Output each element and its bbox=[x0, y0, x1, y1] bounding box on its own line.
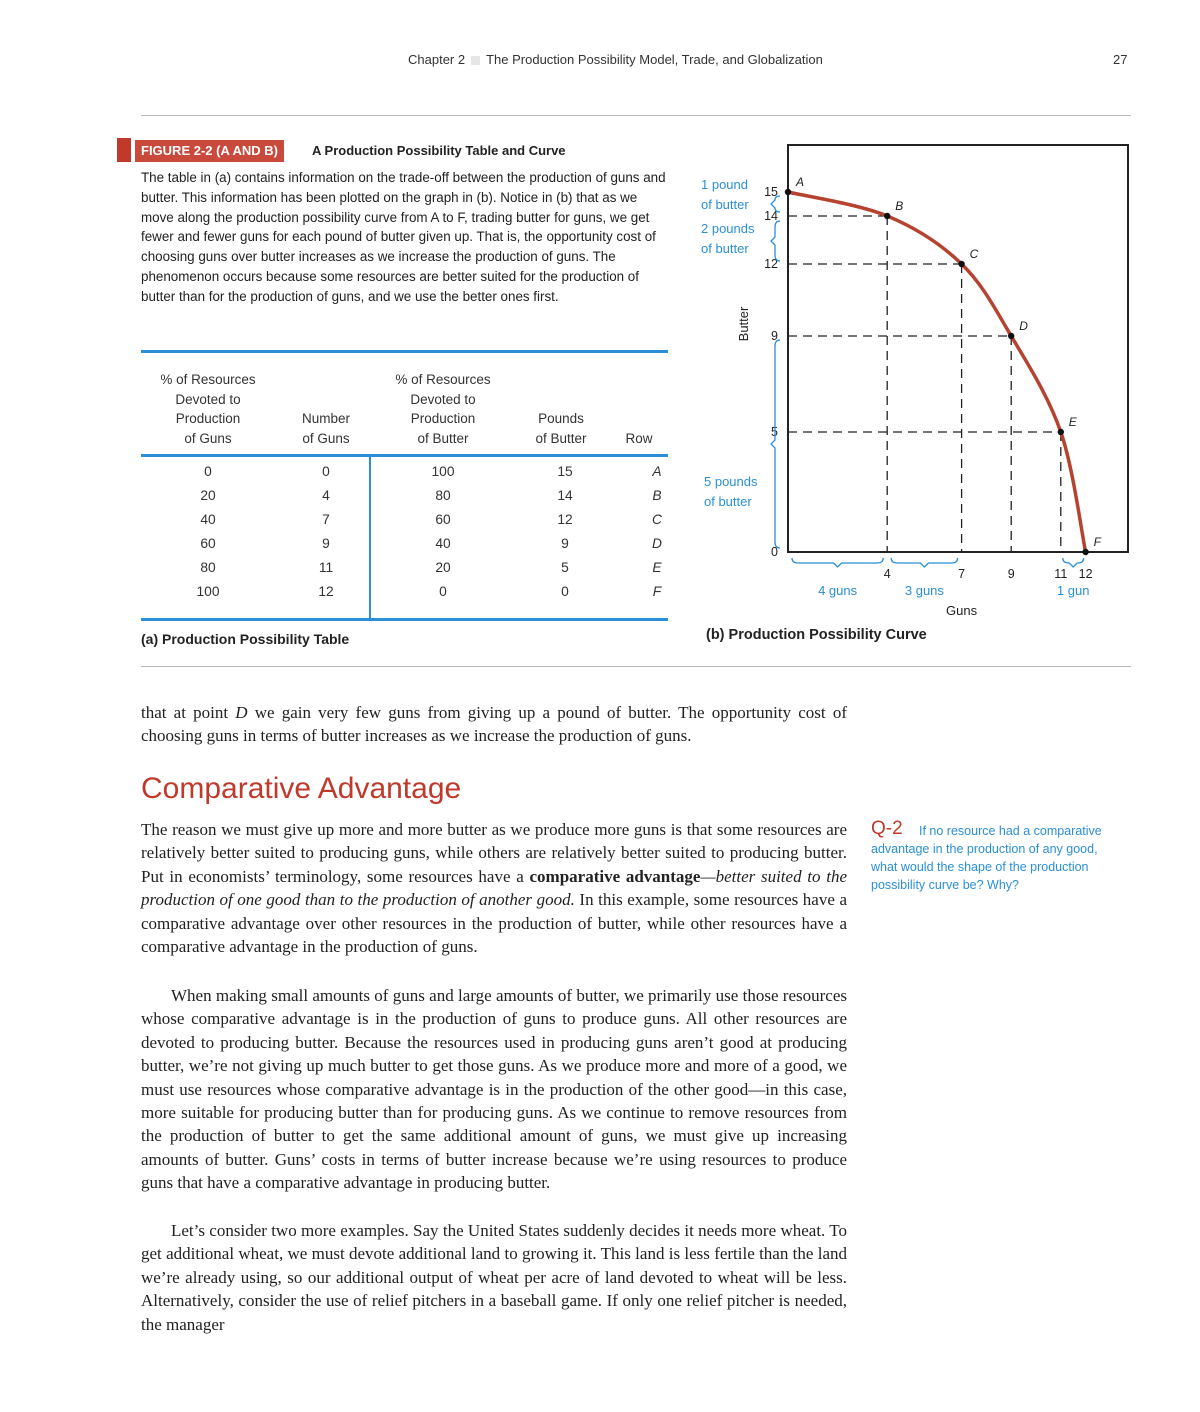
y-tick-label: 12 bbox=[764, 257, 778, 271]
table-cell: 80 bbox=[435, 488, 451, 503]
table-cell: 11 bbox=[318, 560, 334, 575]
table-cell: 20 bbox=[200, 488, 216, 503]
x-tick-label: 12 bbox=[1078, 567, 1093, 581]
table-cell: 20 bbox=[435, 560, 451, 575]
table-cell: 0 bbox=[561, 584, 569, 599]
brace-2-pounds bbox=[771, 221, 780, 261]
x-tick-label: 4 bbox=[883, 567, 891, 581]
brace-1-gun bbox=[1063, 558, 1084, 567]
table-cell: 40 bbox=[200, 512, 216, 527]
page-number: 27 bbox=[1113, 52, 1128, 67]
brace-5-pounds bbox=[771, 340, 780, 548]
y-annotation: 5 pounds bbox=[704, 474, 758, 489]
table-cell: 0 bbox=[204, 464, 212, 479]
brace-3-guns bbox=[891, 558, 957, 567]
table-header bbox=[141, 370, 668, 452]
header-row: Row bbox=[625, 431, 653, 446]
y-axis-title: Butter bbox=[736, 306, 751, 342]
y-annotation: 1 pound bbox=[701, 177, 748, 192]
figure-accent-bar bbox=[117, 138, 131, 162]
paragraph-2: When making small amounts of guns and large amounts of butter, we primarily use those resources whose comparative advantage is in the production of guns to produce guns. All other resources are devoted to producing butter. Because the resources used in producing guns aren’t good at producing butter, we’re not giving up much butter to get those guns. As we produce more and more of a good, we must use resources whose comparative advantage is in the production of the other good—in this case, more suitable for producing butter than for producing guns. As we continue to remove resources from the production of butter to get the same additional amount of guns, we must give up increasing amounts of butter. Guns’ costs in terms of butter increase because we’re using resources to produce guns that have a comparative advantage in producing butter. bbox=[141, 986, 847, 1193]
point-label: F bbox=[1093, 535, 1101, 549]
figure-label: FIGURE 2-2 (A AND B) bbox=[135, 140, 284, 162]
point-E bbox=[1058, 429, 1064, 435]
point-A bbox=[785, 189, 791, 195]
table-top-rule bbox=[141, 350, 668, 353]
table-cell: F bbox=[652, 584, 662, 599]
table-cell: 12 bbox=[557, 512, 573, 527]
table-cell: C bbox=[652, 512, 662, 527]
table-header-rule bbox=[141, 454, 668, 457]
table-cell: 100 bbox=[431, 464, 455, 479]
point-label: A bbox=[796, 175, 805, 189]
table-cell: 14 bbox=[557, 488, 573, 503]
table-cell: D bbox=[652, 536, 662, 551]
y-tick-label: 5 bbox=[771, 425, 778, 439]
y-tick-label: 15 bbox=[764, 185, 778, 199]
header-pounds-butter: Pounds of Butter bbox=[535, 411, 587, 446]
point-C bbox=[958, 261, 964, 267]
table-cell: 0 bbox=[322, 464, 330, 479]
table-cell: E bbox=[652, 560, 662, 575]
table-cell: 60 bbox=[435, 512, 451, 527]
table-cell: 7 bbox=[322, 512, 330, 527]
chapter-number: Chapter 2 bbox=[408, 52, 466, 67]
point-label: C bbox=[969, 247, 979, 261]
header-resources-guns: % of Resources Devoted to Production of Guns bbox=[160, 372, 256, 446]
table-cell: 9 bbox=[322, 536, 330, 551]
question-number: Q-2 bbox=[871, 818, 903, 839]
table-cell: 80 bbox=[200, 560, 216, 575]
key-term: comparative advantage bbox=[529, 866, 701, 886]
production-possibility-chart bbox=[690, 140, 1140, 650]
point-B bbox=[884, 213, 890, 219]
table-cell: 40 bbox=[435, 536, 451, 551]
point-label: E bbox=[1068, 415, 1077, 429]
x-axis-title: Guns bbox=[946, 603, 978, 618]
section-title: Comparative Advantage bbox=[141, 772, 462, 805]
y-annotation: of butter bbox=[701, 197, 749, 212]
plot-frame bbox=[788, 145, 1128, 552]
paragraph-1: The reason we must give up more and more butter as we produce more guns is that some resources are relatively better suited to producing guns, while others are relatively better suited to producing butter. Put in economists’ terminology, some resources have a comparative advantage—better suited to the production of one good than to the production of another good. In this example, some resources have a comparative advantage over other resources in the production of butter, while other resources have a comparative advantage in the production of guns. bbox=[141, 820, 848, 957]
header-rule bbox=[141, 115, 1131, 116]
chart-sublabel: (b) Production Possibility Curve bbox=[706, 627, 927, 643]
x-tick-label: 7 bbox=[958, 567, 966, 581]
y-annotation: of butter bbox=[704, 494, 752, 509]
y-annotation: of butter bbox=[701, 241, 749, 256]
point-label: B bbox=[895, 199, 904, 213]
x-annotation: 4 guns bbox=[818, 583, 858, 598]
paragraph-3: Let’s consider two more examples. Say the United States suddenly decides it needs more wheat. To get additional wheat, we must devote additional land to growing it. This land is less fertile than the land we’re already using, so our additional output of wheat per acre of land devoted to wheat will be less. Alternatively, consider the use of relief pitchers in a baseball game. If only one relief pitcher is needed, the manager bbox=[141, 1221, 847, 1334]
x-tick-label: 9 bbox=[1007, 567, 1015, 581]
point-D bbox=[1008, 333, 1014, 339]
term-definition: —better suited to the production of one good than to the production of another good. bbox=[141, 866, 848, 910]
intro-paragraph: that at point D we gain very few guns from giving up a pound of butter. The opportunity cost of choosing guns in terms of butter increases as we increase the production of guns. bbox=[141, 703, 847, 746]
separator-square bbox=[471, 56, 480, 65]
chapter-heading bbox=[408, 52, 823, 67]
question-text: If no resource had a comparative advantage in the production of any good, what would the shape of the production possibility curve be? Why? bbox=[871, 824, 1102, 892]
brace-4-guns bbox=[792, 558, 883, 567]
table-bottom-rule bbox=[141, 618, 668, 621]
running-header bbox=[0, 52, 1200, 72]
chapter-title: The Production Possibility Model, Trade, and Globalization bbox=[486, 52, 823, 67]
point-label: D bbox=[1019, 319, 1028, 333]
table-body bbox=[141, 464, 668, 614]
table-cell: 100 bbox=[196, 584, 220, 599]
header-resources-butter: % of Resources Devoted to Production of Butter bbox=[395, 372, 491, 446]
figure-title: A Production Possibility Table and Curve bbox=[312, 143, 566, 158]
point-F bbox=[1082, 549, 1088, 555]
figure-bottom-rule bbox=[141, 666, 1131, 667]
table-cell: A bbox=[652, 464, 662, 479]
y-annotation: 2 pounds bbox=[701, 221, 755, 236]
table-cell: 12 bbox=[318, 584, 334, 599]
y-tick-label: 0 bbox=[771, 545, 778, 559]
table-cell: 15 bbox=[557, 464, 573, 479]
header-number-guns: Number of Guns bbox=[301, 411, 350, 446]
y-tick-label: 14 bbox=[764, 209, 778, 223]
table-cell: 9 bbox=[561, 536, 569, 551]
table-cell: 4 bbox=[322, 488, 330, 503]
table-cell: B bbox=[652, 488, 662, 503]
x-annotation: 3 guns bbox=[904, 583, 944, 598]
table-cell: 5 bbox=[561, 560, 569, 575]
x-annotation: 1 gun bbox=[1056, 583, 1090, 598]
x-tick-label: 11 bbox=[1054, 567, 1068, 581]
table-cell: 0 bbox=[439, 584, 447, 599]
table-cell: 60 bbox=[200, 536, 216, 551]
figure-caption: The table in (a) contains information on the trade-off between the production of guns and butter. This information has been plotted on the graph in (b). Notice in (b) that as we move along the production possibility curve from A to F, trading butter for guns, we get fewer and fewer guns for each pound of butter given up. That is, the opportunity cost of choosing guns over butter increases as we increase the production of guns. The phenomenon occurs because some resources are better suited for the production of butter than for the production of guns, and we use the better ones first. bbox=[141, 170, 666, 304]
y-tick-label: 9 bbox=[771, 329, 778, 343]
table-sublabel: (a) Production Possibility Table bbox=[141, 631, 350, 647]
